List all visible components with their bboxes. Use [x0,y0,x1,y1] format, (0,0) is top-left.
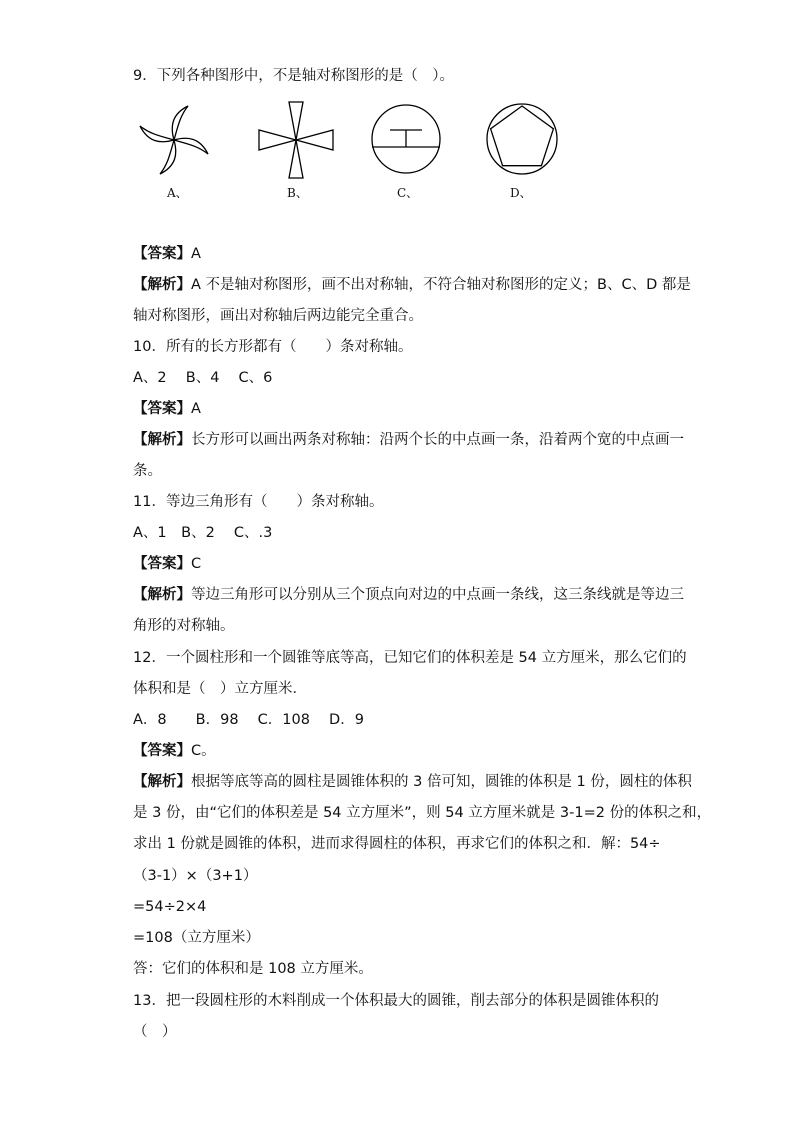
pinwheel-blade [140,126,174,142]
figure-d-pentagon [487,104,557,174]
analysis-text: 长方形可以画出两条对称轴：沿两个长的中点画一条，沿着两个宽的中点画一 [191,432,684,448]
q11-options: A、1 B、2 C、.3 [133,525,273,541]
analysis-tag: 【解析】 [133,587,191,603]
q12-options: A．8 B．98 C．108 D．9 [133,712,364,728]
q12-final-answer: 答：它们的体积和是 108 立方厘米。 [133,961,373,977]
figure-label-c: C、 [397,186,419,200]
q9-figures [130,98,570,208]
answer-value: C。 [191,743,216,759]
q10-analysis-line2: 条。 [133,463,162,479]
pinwheel-blade [172,106,188,140]
answer-value: A [191,401,201,417]
q12-answer [133,741,216,761]
figure-label-d: D、 [510,186,532,200]
answer-tag: 【答案】 [133,246,191,262]
answer-tag: 【答案】 [133,743,191,759]
q12-question-line2: 体积和是（ ）立方厘米． [133,681,307,697]
q13-question-line1: 13．把一段圆柱形的木料削成一个体积最大的圆锥，削去部分的体积是圆锥体积的 [133,993,659,1009]
q10-analysis-line1 [133,430,684,450]
pinwheel-blade [174,138,208,154]
q11-question: 11．等边三角形有（ ）条对称轴。 [133,494,384,510]
q12-calc-line1: （3-1）×（3+1） [133,868,258,884]
answer-value: C [191,556,202,572]
pinwheel-blade [160,140,176,174]
figure-a-pinwheel [140,106,208,174]
q9-analysis-line1 [133,275,691,295]
q9-figures-svg [130,98,570,208]
q10-options: A、2 B、4 C、6 [133,370,273,386]
analysis-text: 等边三角形可以分别从三个顶点向对边的中点画一条线，这三条线就是等边三 [191,587,684,603]
q10-answer [133,399,201,419]
analysis-tag: 【解析】 [133,277,191,293]
analysis-tag: 【解析】 [133,774,191,790]
q9-analysis-line2: 轴对称图形，画出对称轴后两边能完全重合。 [133,308,423,324]
q11-answer [133,554,201,574]
q12-analysis-line1 [133,772,692,792]
analysis-text: A 不是轴对称图形，画不出对称轴，不符合轴对称图形的定义；B、C、D 都是 [191,277,691,293]
figure-c-circle [372,105,440,173]
q12-question-line1: 12．一个圆柱形和一个圆锥等底等高，已知它们的体积差是 54 立方厘米，那么它们的 [133,650,687,666]
q13-question-line2: （ ） [133,1024,177,1040]
answer-value: A [191,246,201,262]
q9-answer [133,244,201,264]
q11-analysis-line1 [133,585,684,605]
q12-analysis-line2: 是 3 份，由“它们的体积差是 54 立方厘米”，则 54 立方厘米就是 3-1=2 份的体积之和， [133,805,712,821]
analysis-tag: 【解析】 [133,432,191,448]
figure-label-b: B、 [287,186,308,200]
figure-label-a: A、 [167,186,188,200]
answer-tag: 【答案】 [133,556,191,572]
q12-calc-line3: =108（立方厘米） [133,930,260,946]
figure-b-cross [259,102,333,178]
analysis-text: 根据等底等高的圆柱是圆锥体积的 3 倍可知，圆锥的体积是 1 份，圆柱的体积 [191,774,692,790]
answer-tag: 【答案】 [133,401,191,417]
q12-calc-line2: =54÷2×4 [133,899,207,915]
q11-analysis-line2: 角形的对称轴。 [133,618,235,634]
q12-analysis-line3: 求出 1 份就是圆锥的体积，进而求得圆柱的体积，再求它们的体积之和．解：54÷ [133,836,661,852]
q10-question: 10．所有的长方形都有（ ）条对称轴。 [133,339,413,355]
q9-question: 9．下列各种图形中，不是轴对称图形的是（ ）。 [133,68,454,84]
